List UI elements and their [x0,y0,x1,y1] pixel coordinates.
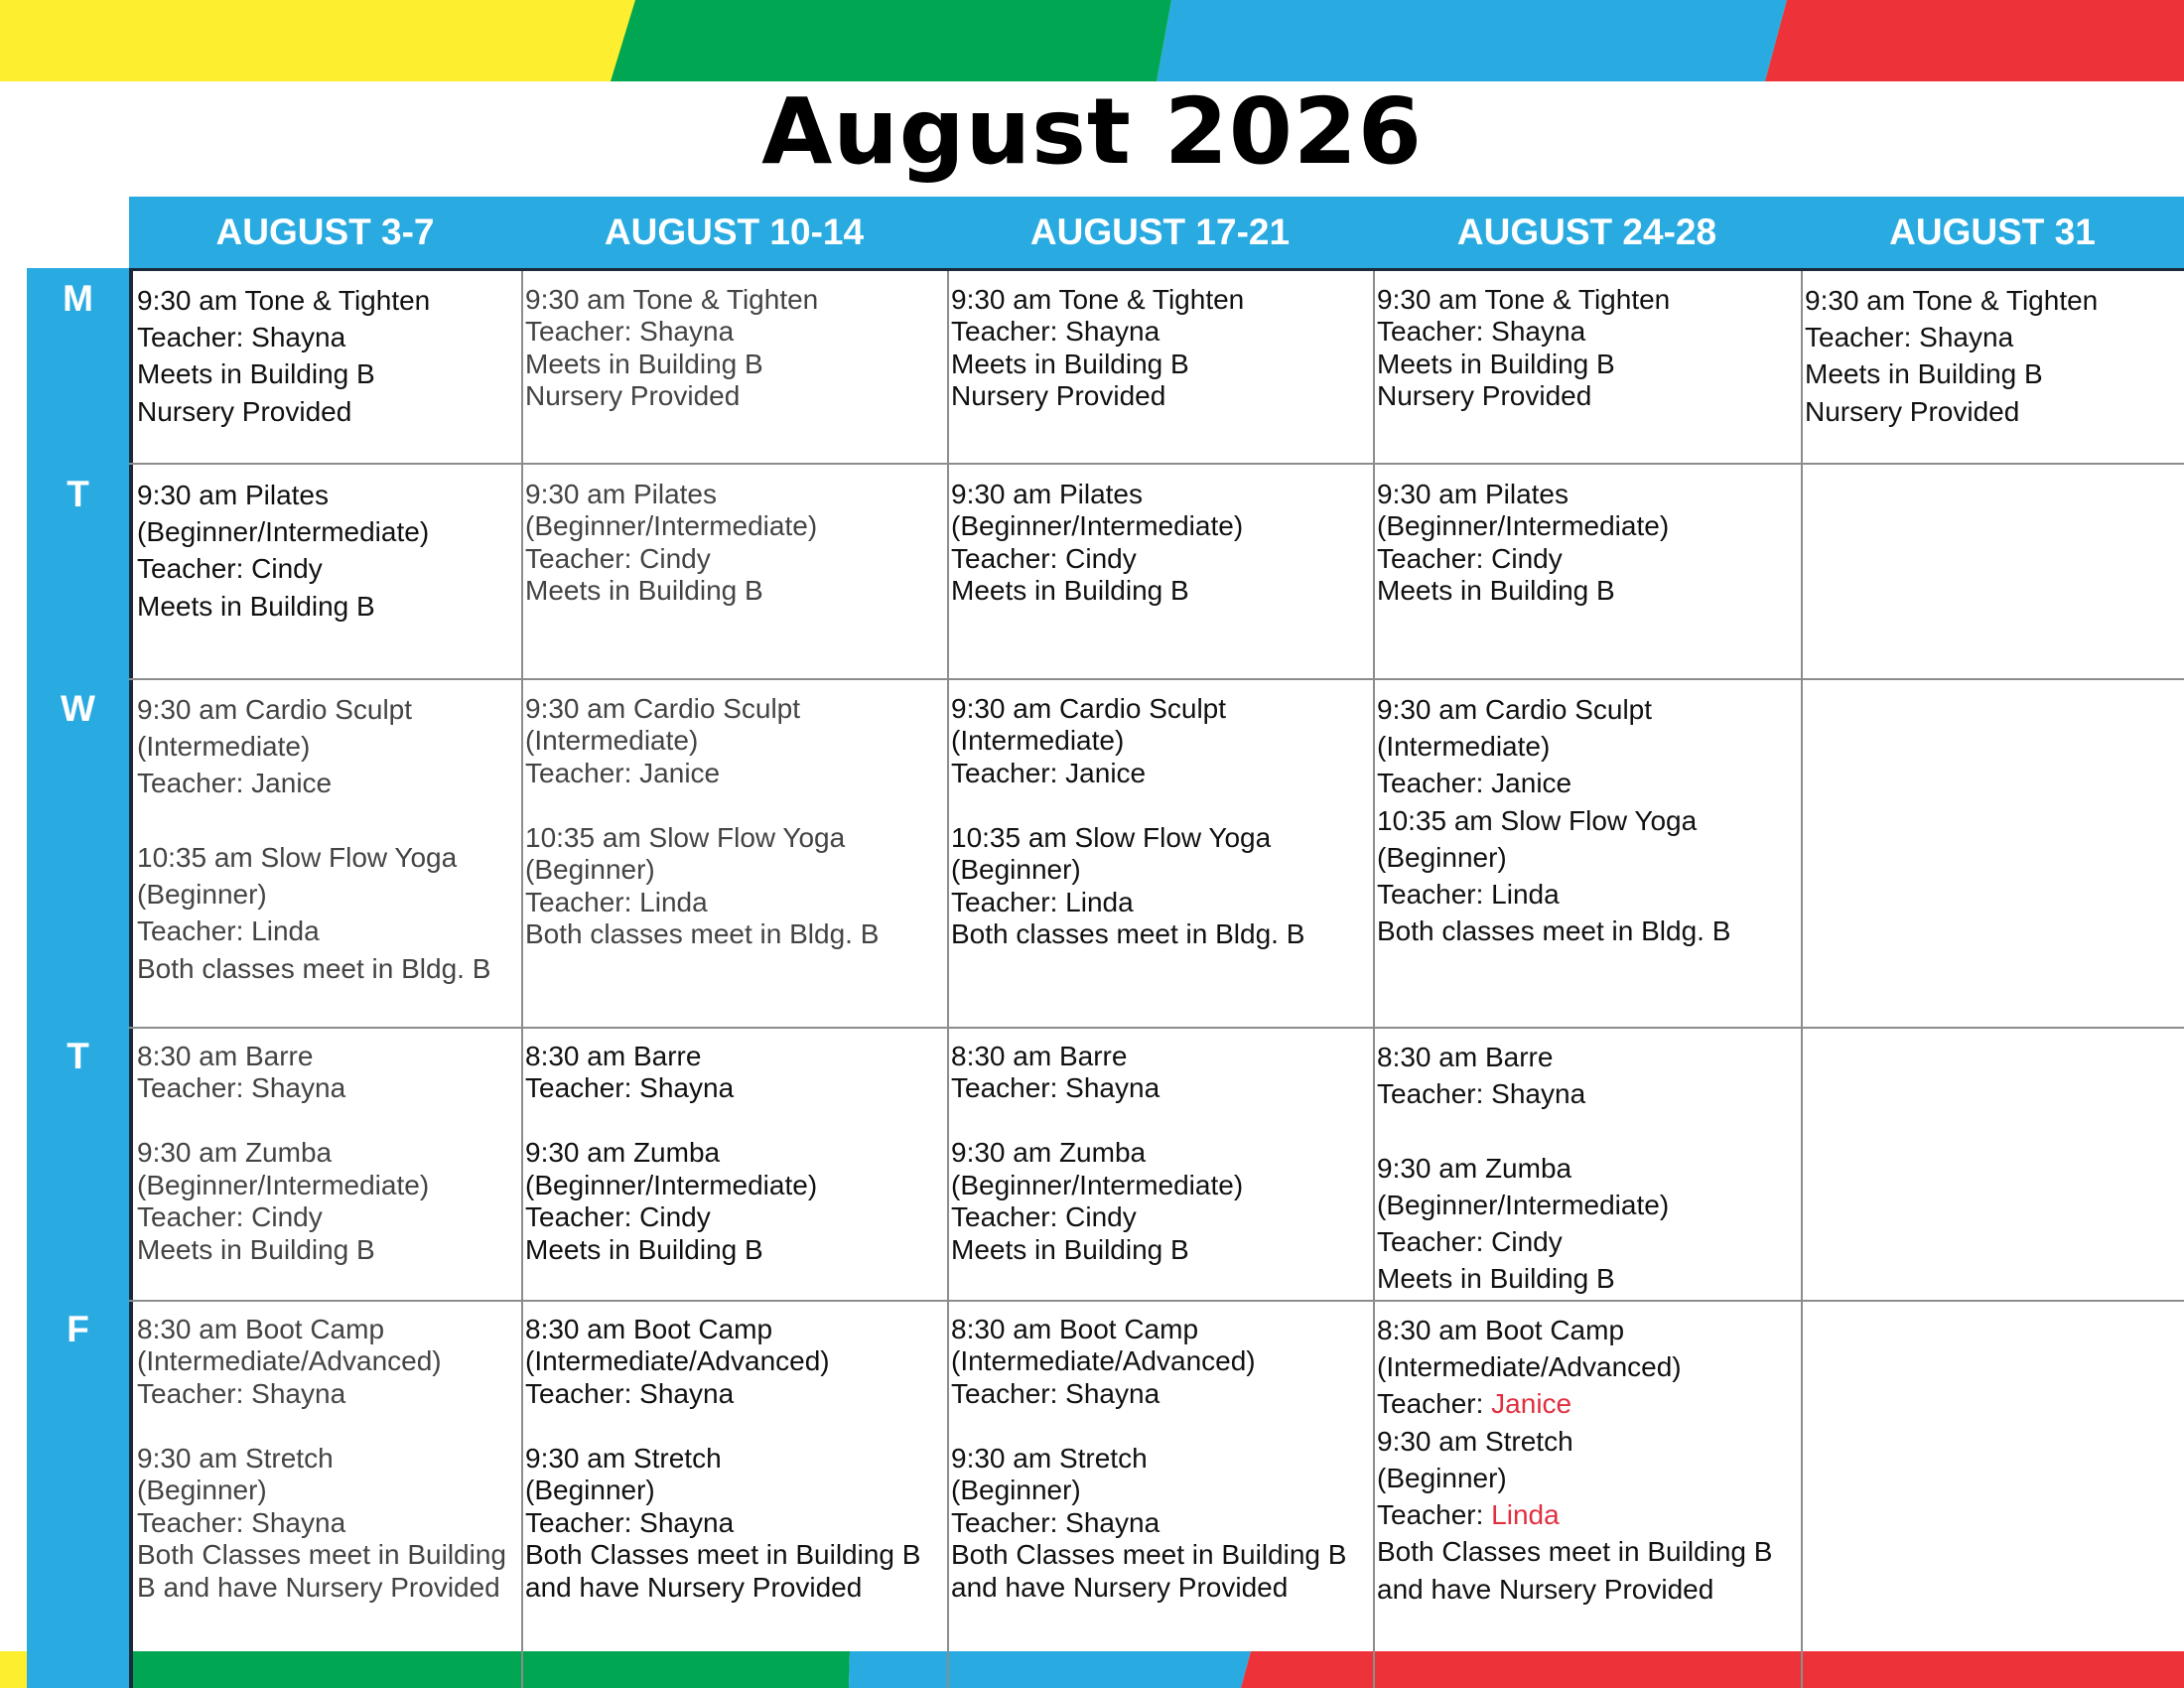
class-title: 8:30 am Boot Camp [1377,1315,1625,1345]
top-stripe-blue [1157,0,1787,81]
teacher-prefix: Teacher: [1377,1388,1492,1420]
schedule-cell-tue-wk3: 9:30 am Pilates (Beginner/Intermediate) Teacher: Cindy Meets in Building B [951,479,1244,607]
teacher-name-changed: Janice [1491,1388,1572,1420]
nursery-note: and have Nursery Provided [1377,1573,1714,1605]
grid-divider [129,463,2184,465]
grid-divider [129,1300,2184,1302]
week-header-4: AUGUST 24-28 [1456,211,1717,252]
grid-border-top [129,268,2184,271]
day-label-wednesday: W [61,688,95,729]
bottom-stripe-yellow [0,1651,27,1688]
top-stripe-green [611,0,1171,81]
schedule-cell-wed-wk3: 9:30 am Cardio Sculpt (Intermediate) Teacher: Janice 10:35 am Slow Flow Yoga (Beginner) Teacher: Linda Both classes meet in Bldg. B [951,693,1305,950]
bottom-stripe-bar [129,1651,2184,1688]
grid-divider [129,1027,2184,1029]
week-header-row [129,197,2184,268]
schedule-cell-thu-wk1: 8:30 am Barre Teacher: Shayna 9:30 am Zumba (Beginner/Intermediate) Teacher: Cindy Meets in Building B [137,1041,430,1265]
day-column [27,268,129,1688]
schedule-cell-tue-wk2: 9:30 am Pilates (Beginner/Intermediate) Teacher: Cindy Meets in Building B [525,479,818,607]
teacher-line [1377,1385,1797,1422]
schedule-cell-wed-wk4: 9:30 am Cardio Sculpt (Intermediate) Teacher: Janice 10:35 am Slow Flow Yoga (Beginner) Teacher: Linda Both classes meet in Bldg. B [1377,694,1731,947]
schedule-cell-mon-wk3: 9:30 am Tone & Tighten Teacher: Shayna Meets in Building B Nursery Provided [951,284,1245,412]
day-label-tuesday: T [67,474,89,514]
schedule-cell-wed-wk2: 9:30 am Cardio Sculpt (Intermediate) Teacher: Janice 10:35 am Slow Flow Yoga (Beginner) Teacher: Linda Both classes meet in Bldg. B [525,693,880,950]
schedule-cell-tue-wk1: 9:30 am Pilates (Beginner/Intermediate) Teacher: Cindy Meets in Building B [137,480,430,622]
schedule-cell-mon-wk4: 9:30 am Tone & Tighten Teacher: Shayna Meets in Building B Nursery Provided [1377,284,1671,412]
class-level: (Intermediate/Advanced) [1377,1351,1682,1383]
grid-divider [1801,268,1803,1688]
schedule-cell-mon-wk2: 9:30 am Tone & Tighten Teacher: Shayna Meets in Building B Nursery Provided [525,284,819,412]
page-title: August 2026 [761,78,1423,185]
schedule-cell-tue-wk4: 9:30 am Pilates (Beginner/Intermediate) Teacher: Cindy Meets in Building B [1377,479,1670,607]
week-header-2: AUGUST 10-14 [604,211,865,252]
bottom-stripe-red [1241,1651,2184,1688]
day-label-monday: M [63,278,93,319]
schedule-cell-thu-wk2: 8:30 am Barre Teacher: Shayna 9:30 am Zumba (Beginner/Intermediate) Teacher: Cindy Meets in Building B [525,1041,818,1265]
teacher-prefix: Teacher: [1377,1499,1492,1531]
schedule-cell-mon-wk5: 9:30 am Tone & Tighten Teacher: Shayna Meets in Building B Nursery Provided [1805,285,2099,427]
schedule-cell-mon-wk1: 9:30 am Tone & Tighten Teacher: Shayna Meets in Building B Nursery Provided [137,285,431,427]
week-header-5: AUGUST 31 [1889,211,2096,252]
bottom-stripe-blue [849,1651,1251,1688]
grid-divider [129,678,2184,680]
week-header-1: AUGUST 3-7 [215,211,435,252]
week-header-3: AUGUST 17-21 [1029,211,1291,252]
schedule-cell-thu-wk3: 8:30 am Barre Teacher: Shayna 9:30 am Zumba (Beginner/Intermediate) Teacher: Cindy Meets in Building B [951,1041,1244,1265]
day-label-thursday: T [67,1036,89,1076]
top-stripe-bar [0,0,2184,81]
top-stripe-red [1765,0,2184,81]
schedule-cell-fri-wk3: 8:30 am Boot Camp (Intermediate/Advanced) Teacher: Shayna 9:30 am Stretch (Beginner) Teacher: Shayna Both Classes meet in Building B and have Nursery Provided [951,1314,1347,1603]
schedule-cell-thu-wk4: 8:30 am Barre Teacher: Shayna 9:30 am Zumba (Beginner/Intermediate) Teacher: Cindy Meets in Building B [1377,1042,1670,1295]
class-title: 9:30 am Stretch [1377,1425,1573,1457]
schedule-cell-fri-wk2: 8:30 am Boot Camp (Intermediate/Advanced) Teacher: Shayna 9:30 am Stretch (Beginner) Teacher: Shayna Both Classes meet in Building B and have Nursery Provided [525,1314,921,1603]
class-level: (Beginner) [1377,1462,1507,1493]
schedule-cell-wed-wk1: 9:30 am Cardio Sculpt (Intermediate) Teacher: Janice 10:35 am Slow Flow Yoga (Beginner) Teacher: Linda Both classes meet in Bldg. B [137,694,491,984]
schedule-grid [129,268,2184,1651]
teacher-line [1377,1496,1797,1533]
teacher-name-changed: Linda [1491,1499,1560,1531]
day-label-friday: F [67,1309,89,1349]
location-note: Both Classes meet in Building B [1377,1536,1773,1568]
bottom-stripe-green [129,1651,850,1688]
schedule-cell-fri-wk4 [1373,1304,1801,1608]
schedule-cell-fri-wk1: 8:30 am Boot Camp (Intermediate/Advanced) Teacher: Shayna 9:30 am Stretch (Beginner) Teacher: Shayna Both Classes meet in Building B and have Nursery Provided [137,1314,506,1603]
